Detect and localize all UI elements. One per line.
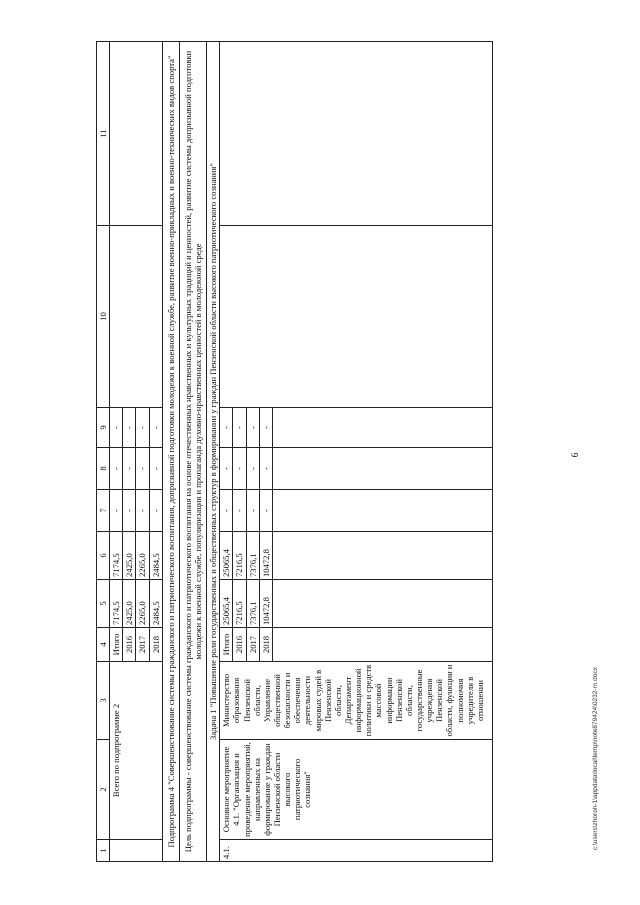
col-header: 9: [97, 408, 110, 448]
cell: [272, 628, 492, 662]
value-cell: 2484,5: [149, 580, 162, 628]
cell: [220, 226, 493, 408]
value-cell: 2265,0: [136, 580, 149, 628]
value-cell: 10472,8: [259, 532, 272, 580]
value-cell: -: [246, 490, 259, 532]
value-cell: 7216,5: [233, 532, 246, 580]
value-cell: -: [233, 408, 246, 448]
cell: [272, 408, 492, 448]
value-cell: -: [149, 448, 162, 490]
year-cell: 2018: [259, 628, 272, 662]
col-header: 3: [97, 662, 110, 740]
table-row: [162, 42, 179, 862]
value-cell: 7216,5: [233, 580, 246, 628]
year-cell: Итого: [220, 628, 233, 662]
value-cell: -: [220, 448, 233, 490]
item-name: Основное мероприятие 4.1. "Организация и проведение мероприятий, направленных на формирование у граждан Пензенской области высокого патриотического сознания": [220, 740, 493, 840]
cell: [272, 580, 492, 628]
item-number: 4.1.: [220, 840, 493, 862]
year-cell: 2016: [123, 628, 136, 662]
table-row: [220, 42, 233, 862]
cell: [272, 448, 492, 490]
subprogram4-goal: Цель подпрограммы - совершенствование системы гражданского и патриотического воспитания на основе отечественных нравственных и культурных традиций и ценностей, развитие системы допризывной подготовки молодежи к военной службе, популяризация и пропаганда духовно-нравственных ценностей в молодежной среде: [179, 42, 206, 862]
subprogram2-total-label: Всего по подпрограмме 2: [110, 662, 163, 840]
col-header: 11: [97, 42, 110, 226]
value-cell: 2484,5: [149, 532, 162, 580]
item-executor: Министерство образования Пензенской области, Управление общественной безопасности и обеспечения деятельности мировых судей в Пензенской области, Департамент информационной политики и средств массовой информации Пензенской области, государственные учреждения Пензенской области, функции и полномочия учредителя в отношении: [220, 662, 493, 740]
value-cell: -: [110, 448, 123, 490]
col-header: 4: [97, 628, 110, 662]
cell: [272, 490, 492, 532]
value-cell: -: [123, 490, 136, 532]
value-cell: -: [233, 490, 246, 532]
year-cell: Итого: [110, 628, 123, 662]
value-cell: -: [220, 408, 233, 448]
table-row: [179, 42, 206, 862]
table-row: [110, 42, 123, 862]
value-cell: -: [259, 490, 272, 532]
footer-path: [592, 520, 606, 850]
rotated-table-container: [96, 42, 591, 862]
value-cell: 10472,8: [259, 580, 272, 628]
year-cell: 2017: [246, 628, 259, 662]
subprogram4-title: Подпрограмма 4 "Совершенствование системы гражданского и патриотического воспитания, допризывной подготовки молодежи к военной службе, развитие военно-прикладных и военно-технических видов спорта": [162, 42, 179, 862]
value-cell: -: [233, 448, 246, 490]
value-cell: 2425,0: [123, 580, 136, 628]
value-cell: 7376,1: [246, 580, 259, 628]
value-cell: -: [110, 408, 123, 448]
cell: [220, 42, 493, 226]
value-cell: 2265,0: [136, 532, 149, 580]
header-row: [97, 42, 110, 862]
value-cell: -: [246, 448, 259, 490]
col-header: 10: [97, 226, 110, 408]
table-row: [207, 42, 220, 862]
cell: [110, 226, 163, 408]
cell: [110, 42, 163, 226]
value-cell: -: [246, 408, 259, 448]
value-cell: -: [136, 490, 149, 532]
value-cell: 7376,1: [246, 532, 259, 580]
value-cell: 7174,5: [110, 580, 123, 628]
value-cell: -: [136, 408, 149, 448]
col-header: 7: [97, 490, 110, 532]
cell: [272, 532, 492, 580]
col-header: 6: [97, 532, 110, 580]
value-cell: 25065,4: [220, 532, 233, 580]
year-cell: 2017: [136, 628, 149, 662]
value-cell: -: [110, 490, 123, 532]
year-cell: 2018: [149, 628, 162, 662]
value-cell: -: [259, 448, 272, 490]
col-header: 8: [97, 448, 110, 490]
task1-title: Задача 1 "Повышение роли государственных и общественных структур в формировании у граждан Пензенской области высокого патриотического сознания": [207, 42, 220, 862]
budget-table: [96, 41, 493, 862]
value-cell: 7174,5: [110, 532, 123, 580]
value-cell: -: [136, 448, 149, 490]
footer-path-text: c:\users\zhoroh-1\appdata\local\temp\note879424\0232-rn.docx: [592, 667, 599, 850]
year-cell: 2016: [233, 628, 246, 662]
col-header: 1: [97, 840, 110, 862]
col-header: 5: [97, 580, 110, 628]
page-number: 6: [570, 452, 580, 458]
value-cell: -: [123, 408, 136, 448]
col-header: 2: [97, 740, 110, 840]
value-cell: -: [259, 408, 272, 448]
value-cell: 2425,0: [123, 532, 136, 580]
value-cell: -: [149, 408, 162, 448]
cell: [110, 840, 163, 862]
value-cell: -: [220, 490, 233, 532]
value-cell: 25065,4: [220, 580, 233, 628]
value-cell: -: [123, 448, 136, 490]
value-cell: -: [149, 490, 162, 532]
